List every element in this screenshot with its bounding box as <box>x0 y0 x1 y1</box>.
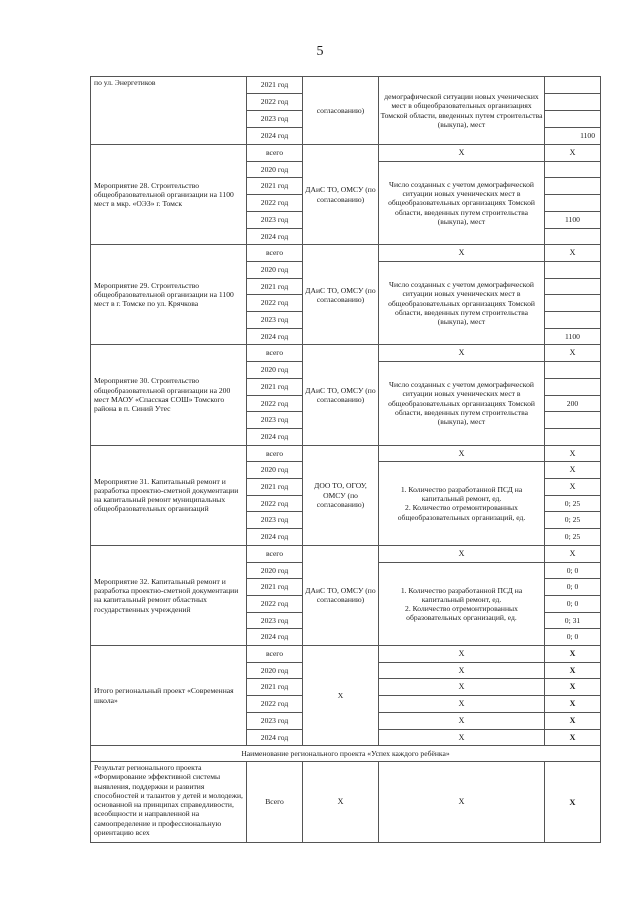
indicator-x: Х <box>378 662 545 679</box>
value-cell: Х <box>544 645 601 663</box>
measure-name: Мероприятие 32. Капитальный ремонт и разработка проектно-сметной документации на капитальный ремонт областных государственных учреждений <box>90 545 247 646</box>
result-value: Х <box>544 761 601 843</box>
measure-name: Мероприятие 29. Строительство общеобразовательной организации на 1100 мест в г. Томске по ул. Крячкова <box>90 244 247 345</box>
value-cell: 0; 0 <box>544 628 601 646</box>
year-label: 2021 год <box>246 378 303 396</box>
result-label: Всего <box>246 761 303 843</box>
measure-executor: ДАиС ТО, ОМСУ (по согласованию) <box>302 244 379 345</box>
measure-indicator: Число созданных с учетом демографической ситуации новых ученических мест в общеобразовательных организациях Томской области, введенных путем строительства (выкупа), мест <box>378 361 545 446</box>
indicator-x: Х <box>378 645 545 663</box>
measure-name: Мероприятие 31. Капитальный ремонт и разработка проектно-сметной документации на капитальный ремонт муниципальных общеобразовательных организаций <box>90 445 247 546</box>
value-cell <box>544 294 601 312</box>
value-cell: Х <box>544 144 601 162</box>
value-cell: Х <box>544 461 601 479</box>
value-cell: 0; 31 <box>544 612 601 629</box>
year-label: 2020 год <box>246 261 303 279</box>
value-cell: Х <box>544 678 601 696</box>
value-cell <box>544 76 601 94</box>
year-label: всего <box>246 344 303 362</box>
value-cell <box>544 428 601 446</box>
year-label: 2021 год <box>246 678 303 696</box>
indicator-x: Х <box>378 445 545 462</box>
year-label: 2023 год <box>246 211 303 229</box>
value-cell <box>544 194 601 212</box>
value-cell: 0; 0 <box>544 562 601 579</box>
year-label: всего <box>246 645 303 663</box>
indicator-x: Х <box>378 545 545 563</box>
value-cell: 200 <box>544 395 601 412</box>
value-cell: Х <box>544 244 601 262</box>
value-cell <box>544 93 601 111</box>
value-cell: 1100 <box>544 328 601 345</box>
year-label: 2024 год <box>246 628 303 646</box>
value-cell <box>544 361 601 379</box>
value-cell: Х <box>544 445 601 462</box>
year-label: 2023 год <box>246 411 303 429</box>
value-cell <box>544 177 601 195</box>
measure-indicator: Число созданных с учетом демографической ситуации новых ученических мест в общеобразовательных организациях Томской области, введенных путем строительства (выкупа), мест <box>378 261 545 345</box>
value-cell <box>544 311 601 329</box>
year-label: всего <box>246 244 303 262</box>
indicator-x: Х <box>378 695 545 713</box>
year-label: 2023 год <box>246 110 303 128</box>
measure-executor: ДОО ТО, ОГОУ, ОМСУ (по согласованию) <box>302 445 379 546</box>
year-label: 2021 год <box>246 278 303 295</box>
year-label: всего <box>246 545 303 563</box>
value-cell <box>544 161 601 178</box>
year-label: 2022 год <box>246 294 303 312</box>
value-cell: 0; 0 <box>544 578 601 596</box>
indicator-x: Х <box>378 729 545 746</box>
year-label: 2023 год <box>246 511 303 529</box>
year-label: 2022 год <box>246 695 303 713</box>
result-name: Результат регионального проекта «Формирование эффективной системы выявления, поддержки и развития способностей и талантов у детей и молодежи, основанной на принципах справедливости, всеобщности и направленной на самоопределение и профессиональную ориентацию всех <box>90 761 247 843</box>
year-label: 2022 год <box>246 595 303 613</box>
year-label: 2023 год <box>246 311 303 329</box>
measure-name: Мероприятие 28. Строительство общеобразовательной организации на 1100 мест в мкр. «ОЭЗ» г. Томск <box>90 144 247 245</box>
measure-executor: ДАиС ТО, ОМСУ (по согласованию) <box>302 344 379 445</box>
year-label: 2022 год <box>246 395 303 412</box>
indicator-x: Х <box>378 244 545 262</box>
value-cell: Х <box>544 729 601 746</box>
total-name: Итого региональный проект «Современная школа» <box>90 645 247 746</box>
value-cell: Х <box>544 478 601 496</box>
measure-executor: ДАиС ТО, ОМСУ (по согласованию) <box>302 144 379 245</box>
value-cell <box>544 261 601 279</box>
value-cell: Х <box>544 662 601 679</box>
year-label: 2022 год <box>246 194 303 212</box>
year-label: 2021 год <box>246 177 303 195</box>
section-title: Наименование регионального проекта «Успех каждого ребёнка» <box>90 745 601 762</box>
value-cell: 1100 <box>544 211 601 229</box>
value-cell: Х <box>544 712 601 730</box>
result-executor: Х <box>302 761 379 843</box>
value-cell: Х <box>544 695 601 713</box>
value-cell <box>544 411 601 429</box>
value-cell: 1100 <box>544 127 601 145</box>
value-cell: 0; 25 <box>544 495 601 512</box>
year-label: 2021 год <box>246 478 303 496</box>
indicator-x: Х <box>378 144 545 162</box>
measure-name: Мероприятие 30. Строительство общеобразовательной организации на 200 мест МАОУ «Спасская СОШ» Томского района в п. Синий Утес <box>90 344 247 445</box>
year-label: всего <box>246 445 303 462</box>
total-executor: Х <box>302 645 379 746</box>
value-cell <box>544 110 601 128</box>
year-label: 2023 год <box>246 712 303 730</box>
year-label: 2024 год <box>246 528 303 546</box>
value-cell: Х <box>544 344 601 362</box>
year-label: 2020 год <box>246 361 303 379</box>
year-label: 2024 год <box>246 228 303 245</box>
value-cell: Х <box>544 545 601 563</box>
measure-indicator: 1. Количество разработанной ПСД на капитальный ремонт, ед. 2. Количество отремонтированных общеобразовательных организаций, ед. <box>378 461 545 546</box>
indicator-x: Х <box>378 712 545 730</box>
year-label: 2020 год <box>246 662 303 679</box>
year-label: 2024 год <box>246 428 303 446</box>
year-label: 2024 год <box>246 127 303 145</box>
year-label: 2024 год <box>246 328 303 345</box>
measure-indicator: 1. Количество разработанной ПСД на капитальный ремонт, ед. 2. Количество отремонтированных образовательных организаций, ед. <box>378 562 545 646</box>
value-cell <box>544 228 601 245</box>
year-label: 2020 год <box>246 562 303 579</box>
result-indicator: Х <box>378 761 545 843</box>
indicator-x: Х <box>378 678 545 696</box>
value-cell <box>544 378 601 396</box>
page-number: 5 <box>316 44 324 59</box>
year-label: 2021 год <box>246 578 303 596</box>
indicator-x: Х <box>378 344 545 362</box>
value-cell: 0; 25 <box>544 511 601 529</box>
continuation-executor: согласованию) <box>302 76 379 145</box>
year-label: 2022 год <box>246 495 303 512</box>
continuation-indicator: демографической ситуации новых ученических мест в общеобразовательных организациях Томской области, введенных путем строительства (выкупа), мест <box>378 76 545 145</box>
value-cell: 0; 0 <box>544 595 601 613</box>
continuation-name: по ул. Энергетиков <box>90 76 247 145</box>
year-label: 2023 год <box>246 612 303 629</box>
value-cell: 0; 25 <box>544 528 601 546</box>
year-label: 2021 год <box>246 76 303 94</box>
year-label: всего <box>246 144 303 162</box>
year-label: 2022 год <box>246 93 303 111</box>
value-cell <box>544 278 601 295</box>
measure-indicator: Число созданных с учетом демографической ситуации новых ученических мест в общеобразовательных организациях Томской области, введенных путем строительства (выкупа), мест <box>378 161 545 245</box>
measure-executor: ДАиС ТО, ОМСУ (по согласованию) <box>302 545 379 646</box>
year-label: 2020 год <box>246 461 303 479</box>
year-label: 2020 год <box>246 161 303 178</box>
year-label: 2024 год <box>246 729 303 746</box>
